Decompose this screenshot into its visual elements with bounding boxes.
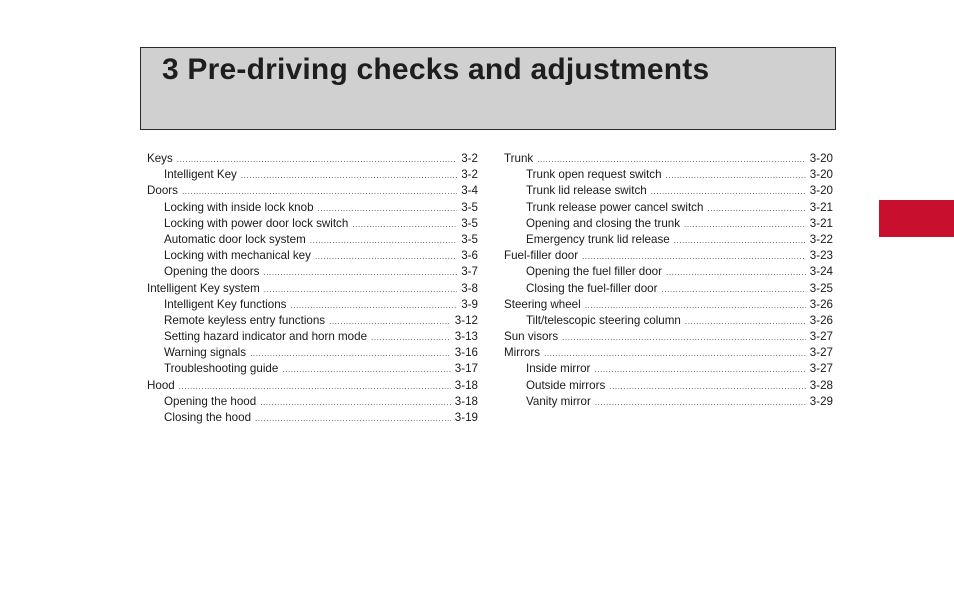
toc-subentry[interactable]	[147, 297, 478, 313]
toc-subentry[interactable]	[147, 394, 478, 410]
toc-entry-label: Opening and closing the trunk	[526, 216, 681, 230]
toc-entry[interactable]	[504, 297, 833, 313]
toc-leader-dots	[609, 379, 806, 395]
toc-page-number: 3-23	[809, 249, 833, 263]
toc-leader-dots	[685, 314, 806, 330]
toc-leader-dots	[666, 265, 806, 281]
toc-subentry[interactable]	[504, 378, 833, 394]
toc-page-number: 3-8	[461, 281, 478, 295]
toc-entry-label: Setting hazard indicator and horn mode	[164, 330, 368, 344]
toc-leader-dots	[562, 330, 806, 346]
toc-entry-label: Opening the fuel filler door	[526, 265, 662, 279]
toc-page-number: 3-5	[461, 216, 478, 230]
toc-page-number: 3-4	[461, 184, 478, 198]
toc-page-number: 3-12	[454, 313, 478, 327]
toc-page-number: 3-9	[461, 297, 478, 311]
toc-leader-dots	[263, 265, 457, 281]
toc-subentry[interactable]	[147, 361, 478, 377]
toc-entry-label: Keys	[147, 152, 173, 165]
toc-subentry[interactable]	[504, 183, 833, 199]
toc-entry-label: Trunk lid release switch	[526, 184, 647, 198]
toc-page-number: 3-24	[809, 265, 833, 279]
toc-subentry[interactable]	[504, 281, 833, 297]
toc-entry-label: Mirrors	[504, 346, 541, 360]
toc-page-number: 3-27	[809, 346, 833, 360]
toc-subentry[interactable]	[147, 216, 478, 232]
toc-entry-label: Outside mirrors	[526, 378, 606, 392]
toc-entry-label: Intelligent Key	[164, 168, 237, 182]
toc-entry-label: Locking with mechanical key	[164, 249, 311, 263]
toc-page-number: 3-5	[461, 232, 478, 246]
toc-entry-label: Warning signals	[164, 346, 247, 360]
toc-entry[interactable]	[147, 183, 478, 199]
toc-page-number: 3-20	[809, 168, 833, 182]
toc-entry[interactable]	[504, 151, 833, 167]
toc-page-number: 3-17	[454, 362, 478, 376]
toc-leader-dots	[707, 201, 805, 217]
toc-page-number: 3-13	[454, 330, 478, 344]
toc-page-number: 3-5	[461, 200, 478, 214]
toc-page-number: 3-7	[461, 265, 478, 279]
toc-entry-label: Remote keyless entry functions	[164, 313, 326, 327]
toc-entry-label: Hood	[147, 378, 175, 392]
toc-entry-label: Opening the hood	[164, 394, 257, 408]
toc-leader-dots	[318, 201, 458, 217]
toc-page-number: 3-25	[809, 281, 833, 295]
toc-entry[interactable]	[504, 345, 833, 361]
toc-entry-label: Trunk release power cancel switch	[526, 200, 704, 214]
toc-subentry[interactable]	[504, 216, 833, 232]
toc-entry[interactable]	[147, 281, 478, 297]
toc-leader-dots	[241, 168, 457, 184]
toc-subentry[interactable]	[504, 167, 833, 183]
toc-entry-label: Doors	[147, 184, 178, 198]
toc-subentry[interactable]	[504, 232, 833, 248]
toc-leader-dots	[179, 379, 451, 395]
toc-subentry[interactable]	[147, 232, 478, 248]
toc-entry-label: Steering wheel	[504, 297, 581, 311]
chapter-title: 3 Pre-driving checks and adjustments	[162, 53, 710, 86]
toc-page-number: 3-27	[809, 330, 833, 344]
toc-entry-label: Sun visors	[504, 330, 559, 344]
toc-leader-dots	[666, 168, 806, 184]
toc-subentry[interactable]	[147, 248, 478, 264]
toc-leader-dots	[255, 411, 451, 427]
toc-leader-dots	[310, 233, 457, 249]
toc-entry[interactable]	[504, 248, 833, 264]
toc-entry-label: Trunk open request switch	[526, 168, 662, 182]
toc-entry-label: Inside mirror	[526, 362, 591, 376]
toc-page-number: 3-20	[809, 184, 833, 198]
toc-leader-dots	[537, 152, 806, 168]
toc-subentry[interactable]	[147, 313, 478, 329]
toc-entry-label: Closing the fuel-filler door	[526, 281, 658, 295]
toc-leader-dots	[582, 249, 806, 265]
toc-subentry[interactable]	[147, 167, 478, 183]
toc-subentry[interactable]	[504, 361, 833, 377]
toc-leader-dots	[684, 217, 806, 233]
toc-entry-label: Trunk	[504, 152, 534, 165]
toc-page-number: 3-19	[454, 411, 478, 424]
toc-leader-dots	[585, 298, 806, 314]
toc-page-number: 3-6	[461, 249, 478, 263]
toc-entry-label: Automatic door lock system	[164, 232, 306, 246]
toc-page-number: 3-28	[809, 378, 833, 392]
toc-page-number: 3-21	[809, 200, 833, 214]
toc-leader-dots	[315, 249, 457, 265]
toc-page-number: 3-26	[809, 313, 833, 327]
toc-leader-dots	[329, 314, 451, 330]
toc-subentry[interactable]	[504, 264, 833, 280]
toc-leader-dots	[177, 152, 457, 168]
toc-entry[interactable]	[147, 378, 478, 394]
toc-page-number: 3-22	[809, 232, 833, 246]
toc-page-number: 3-29	[809, 394, 833, 408]
toc-entry-label: Locking with power door lock switch	[164, 216, 349, 230]
toc-leader-dots	[182, 184, 457, 200]
toc-leader-dots	[250, 346, 451, 362]
toc-page-number: 3-16	[454, 346, 478, 360]
toc-subentry[interactable]	[147, 410, 478, 426]
chapter-tab-marker	[879, 200, 954, 237]
toc-entry-label: Tilt/telescopic steering column	[526, 313, 681, 327]
toc-subentry[interactable]	[147, 200, 478, 216]
toc-entry[interactable]	[147, 151, 478, 167]
toc-page-number: 3-2	[461, 168, 478, 182]
toc-leader-dots	[544, 346, 806, 362]
toc-entry-label: Intelligent Key functions	[164, 297, 287, 311]
toc-leader-dots	[371, 330, 451, 346]
toc-leader-dots	[290, 298, 457, 314]
toc-page-number: 3-2	[461, 152, 478, 165]
toc-left-column	[147, 151, 478, 426]
toc-entry-label: Opening the doors	[164, 265, 260, 279]
toc-leader-dots	[352, 217, 457, 233]
toc-subentry[interactable]	[147, 345, 478, 361]
toc-leader-dots	[661, 282, 805, 298]
toc-subentry[interactable]	[147, 329, 478, 345]
toc-entry[interactable]	[504, 329, 833, 345]
toc-entry-label: Emergency trunk lid release	[526, 232, 670, 246]
toc-leader-dots	[282, 362, 450, 378]
toc-entry-label: Closing the hood	[164, 411, 252, 424]
toc-page-number: 3-27	[809, 362, 833, 376]
toc-leader-dots	[674, 233, 806, 249]
toc-entry-label: Locking with inside lock knob	[164, 200, 314, 214]
toc-page-number: 3-26	[809, 297, 833, 311]
toc-entry-label: Vanity mirror	[526, 394, 591, 408]
toc-leader-dots	[260, 395, 451, 411]
toc-page-number: 3-21	[809, 216, 833, 230]
toc-leader-dots	[595, 395, 806, 411]
toc-subentry[interactable]	[504, 200, 833, 216]
toc-leader-dots	[651, 184, 806, 200]
toc-right-column	[504, 151, 833, 410]
toc-page-number: 3-18	[454, 394, 478, 408]
toc-entry-label: Intelligent Key system	[147, 281, 260, 295]
toc-entry-label: Fuel-filler door	[504, 249, 579, 263]
toc-subentry[interactable]	[147, 264, 478, 280]
toc-leader-dots	[594, 362, 805, 378]
chapter-header	[140, 47, 836, 130]
toc-entry-label: Troubleshooting guide	[164, 362, 279, 376]
toc-page-number: 3-18	[454, 378, 478, 392]
toc-leader-dots	[264, 282, 457, 298]
toc-subentry[interactable]	[504, 313, 833, 329]
toc-subentry[interactable]	[504, 394, 833, 410]
toc-page-number: 3-20	[809, 152, 833, 165]
